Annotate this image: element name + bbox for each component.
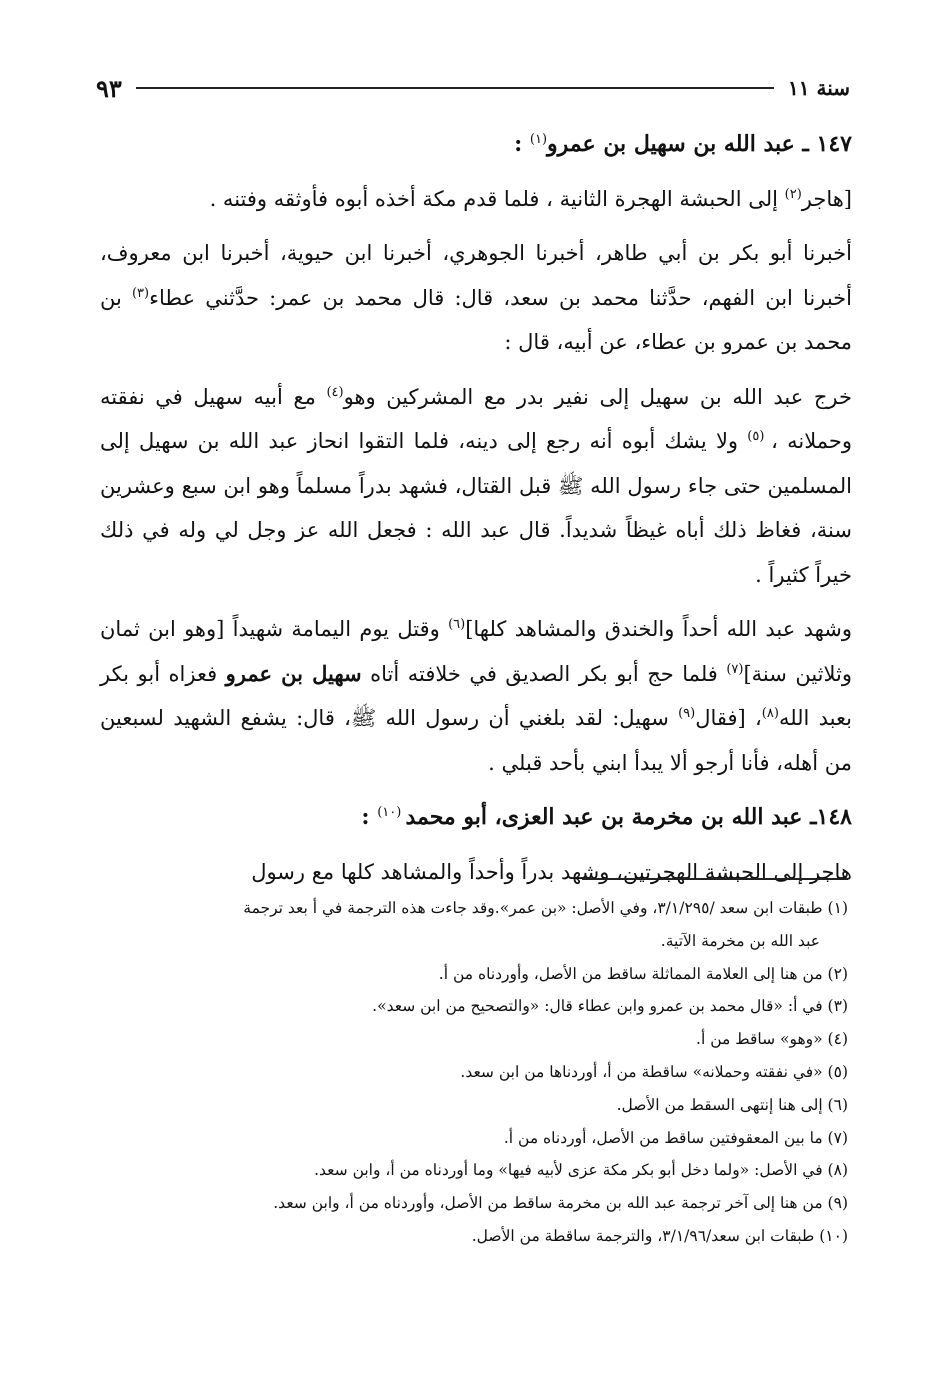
paragraph-isnad-b: بن محمد بن عمرو بن عطاء، عن أبيه، قال : bbox=[100, 285, 852, 354]
running-header bbox=[96, 70, 850, 106]
footnote-2: (٢) من هنا إلى العلامة المماثلة ساقط من الأصل، وأوردناه من أ. bbox=[438, 964, 848, 983]
footnote-ref-9: (٩) bbox=[678, 706, 696, 721]
footnote-ref-8: (٨) bbox=[761, 706, 779, 721]
footnote-7: (٧) ما بين المعقوفتين ساقط من الأصل، أوردناه من أ. bbox=[503, 1128, 848, 1147]
paragraph-isnad bbox=[100, 231, 852, 365]
footnote-ref-7: (٧) bbox=[726, 661, 744, 677]
running-title: سنة ١١ bbox=[788, 76, 850, 100]
footnote-ref-5: (٥) bbox=[747, 429, 772, 444]
footnote-3: (٣) في أ: «قال محمد بن عمرو وابن عطاء قال: «والتصحيح من ابن سعد». bbox=[372, 997, 848, 1016]
paragraph-hijra bbox=[100, 177, 852, 222]
paragraph-entry-148: هاجر إلى الحبشة الهجرتين، وشهد بدراً وأحداً والمشاهد كلها مع رسول bbox=[251, 859, 852, 884]
paragraph-badr-b: مع أبيه سهيل في نفقته وحملانه ، bbox=[100, 384, 852, 453]
paragraph-yamama-f: سهيل: لقد بلغني أن رسول الله ﷺ، قال: يشفع الشهيد لسبعين من أهله، فأنا أرجو ألا يبدأ ابني بأحد قبلي . bbox=[100, 706, 852, 775]
footnote-ref-10: (١٠) bbox=[377, 805, 406, 820]
paragraph-yamama-c: فلما حج أبو بكر الصديق في خلافته أتاه bbox=[361, 661, 727, 686]
entry-148-colon: : bbox=[361, 804, 378, 830]
footnotes bbox=[100, 892, 848, 1253]
entry-148-heading bbox=[100, 795, 852, 840]
page-number: ٩٣ bbox=[96, 73, 122, 103]
footnote-6: (٦) إلى هنا إنتهى السقط من الأصل. bbox=[616, 1095, 848, 1114]
footnote-5: (٥) «في نفقته وحملانه» ساقطة من أ، أوردناها من ابن سعد. bbox=[460, 1062, 848, 1081]
paragraph-isnad-a: أخبرنا أبو بكر بن أبي طاهر، أخبرنا الجوهري، أخبرنا ابن حيوية، أخبرنا ابن معروف، أخبرنا ابن الفهم، حدَّثنا محمد بن سعد، قال: قال محمد بن عمر: حدَّثني عطاء bbox=[100, 241, 852, 310]
paragraph-yamama-d: فعزاه أبو بكر بعبد الله bbox=[100, 661, 852, 730]
footnote-10: (١٠) طبقات ابن سعد/٣/١/٩٦، والترجمة ساقطة من الأصل. bbox=[471, 1226, 848, 1245]
entry-148-title: ١٤٨ـ عبد الله بن مخرمة بن عبد العزى، أبو محمد bbox=[405, 804, 852, 830]
paragraph-badr-c: ولا يشك أبوه أنه رجع إلى دينه، فلما التقوا انحاز عبد الله بن سهيل إلى المسلمين حتى جاء رسول الله ﷺ قبل القتال، فشهد بدراً مسلماً وهو ابن سبع وعشرين سنة، فغاظ ذلك أباه غيظاً شديداً. قال عبد الله : فجعل الله عز وجل لي وله في ذلك خيراً كثيراً . bbox=[100, 429, 852, 587]
paragraph-yamama-e: ، [فقال bbox=[695, 706, 762, 730]
paragraph-hijra-b: إلى الحبشة الهجرة الثانية ، فلما قدم مكة أخذه أبوه فأوثقه وفتنه . bbox=[209, 186, 785, 211]
footnote-1-continued: عبد الله بن مخرمة الآتية. bbox=[660, 931, 820, 950]
footnote-separator bbox=[582, 878, 848, 880]
footnote-4: (٤) «وهو» ساقط من أ. bbox=[696, 1030, 848, 1049]
paragraph-hijra-a: [هاجر bbox=[801, 186, 852, 211]
footnote-ref-1: (١) bbox=[529, 132, 548, 147]
main-text bbox=[100, 122, 852, 904]
paragraph-yamama-b: وقتل يوم اليمامة شهيداً [وهو ابن ثمان وثلاثين سنة] bbox=[100, 617, 853, 686]
entry-147-title: ١٤٧ ـ عبد الله بن سهيل بن عمرو bbox=[547, 131, 852, 157]
paragraph-yamama-suhail: سهيل بن عمرو bbox=[225, 660, 362, 686]
paragraph-yamama bbox=[100, 607, 852, 785]
entry-147-heading bbox=[100, 122, 852, 167]
footnote-ref-3: (٣) bbox=[131, 285, 150, 301]
footnote-8: (٨) في الأصل: «ولما دخل أبو بكر مكة عزى لأبيه فيها» وما أوردناه من أ، وابن سعد. bbox=[314, 1161, 848, 1180]
footnote-ref-4: (٤) bbox=[326, 384, 344, 400]
entry-147-colon: : bbox=[514, 131, 530, 157]
paragraph-badr bbox=[100, 375, 852, 598]
paragraph-yamama-a: وشهد عبد الله أحداً والخندق والمشاهد كلها] bbox=[465, 617, 853, 641]
footnote-ref-6: (٦) bbox=[448, 617, 466, 632]
footnote-ref-2: (٢) bbox=[784, 186, 802, 202]
paragraph-badr-a: خرج عبد الله بن سهيل إلى نفير بدر مع المشركين وهو bbox=[343, 384, 852, 409]
header-rule bbox=[136, 87, 774, 89]
footnote-1: (١) طبقات ابن سعد /٣/١/٢٩٥، وفي الأصل: «بن عمر».وقد جاءت هذه الترجمة في أ بعد ترجمة bbox=[243, 899, 848, 917]
footnote-9: (٩) من هنا إلى آخر ترجمة عبد الله بن مخرمة ساقط من الأصل، وأوردناه من أ، وابن سعد. bbox=[273, 1194, 848, 1213]
